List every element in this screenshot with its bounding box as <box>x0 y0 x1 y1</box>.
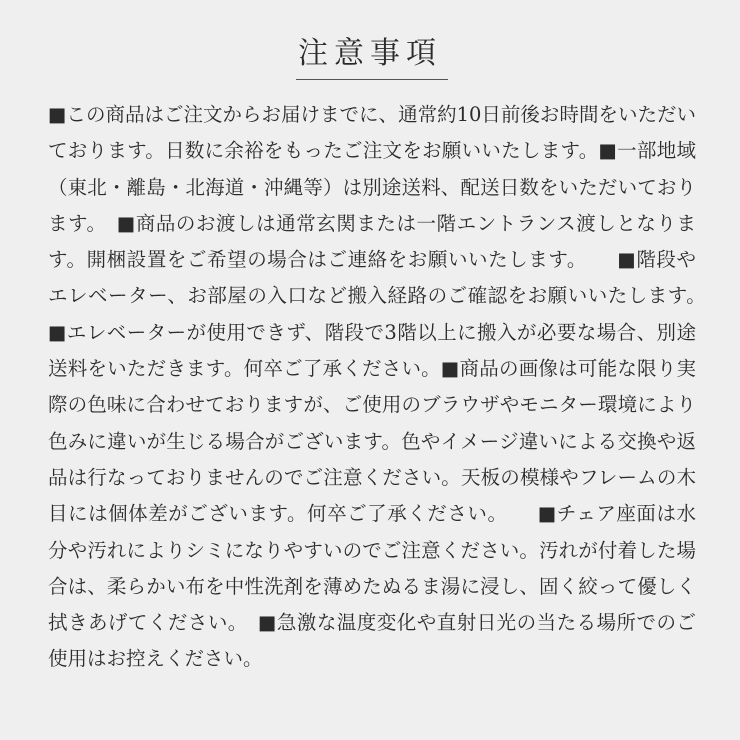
page-title: 注意事項 <box>298 36 442 71</box>
notice-body: ■この商品はご注文からお届けまでに、通常約10日前後お時間をいただいております。日数に余裕をもったご注文をお願いいたします。■一部地域（東北・離島・北海道・沖縄等）は別途送料、配送日数をいただいております。 ■商品のお渡しは通常玄関または一階エントランス渡しとなります。開梱設置をご希望の場合はご連絡をお願いいたします。 ■階段やエレベーター、お部屋の入口など搬入経路のご確認をお願いいたします。 ■エレベーターが使用できず、階段で3階以上に搬入が必要な場合、別途送料をいただきます。何卒ご了承ください。■商品の画像は可能な限り実際の色味に合わせておりますが、ご使用のブラウザやモニター環境により色みに違いが生じる場合がございます。色やイメージ違いによる交換や返品は行なっておりませんのでご注意ください。天板の模様やフレームの木目には個体差がございます。何卒ご了承ください。 ■チェア座面は水分や汚れによりシミになりやすいのでご注意ください。汚れが付着した場合は、柔らかい布を中性洗剤を薄めたぬるま湯に浸し、固く絞って優しく拭きあげてください。 ■急激な温度変化や直射日光の当たる場所でのご使用はお控えください。 <box>48 103 736 671</box>
title-underline <box>296 79 448 80</box>
